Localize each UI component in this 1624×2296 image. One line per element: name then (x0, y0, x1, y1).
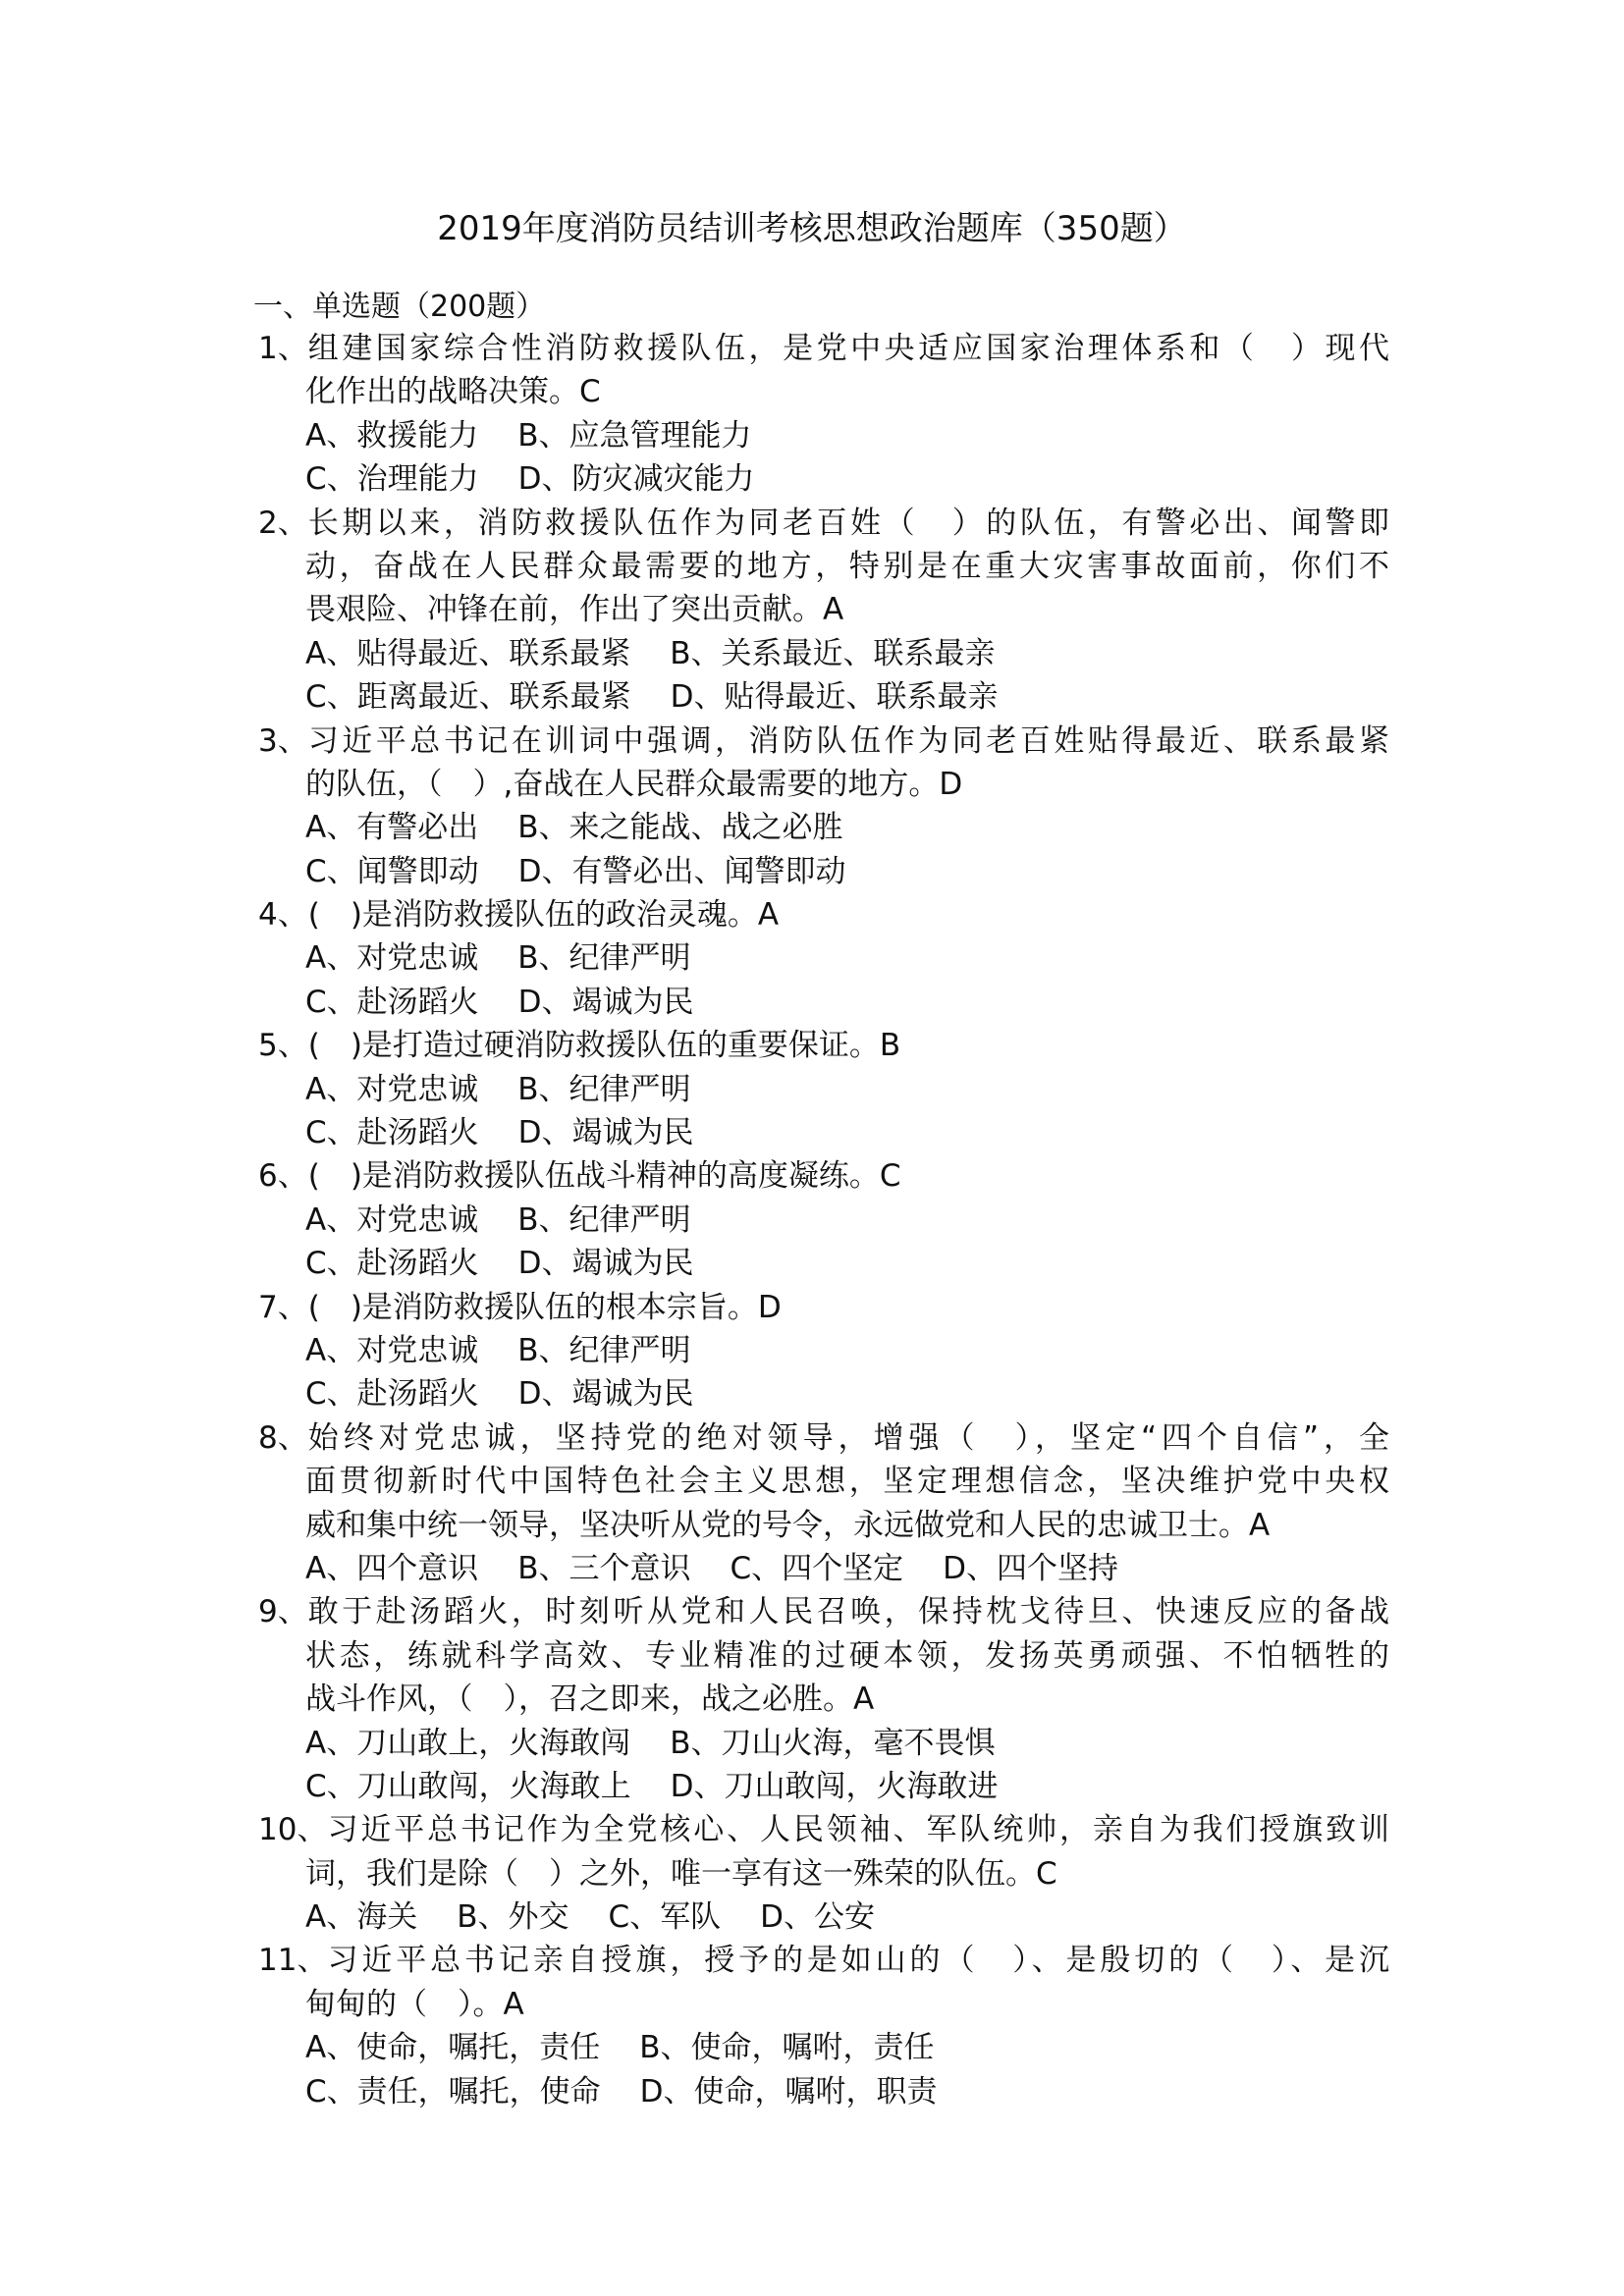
answer-option: A、有警必出 (305, 810, 479, 846)
answer-option: D、竭诚为民 (517, 1376, 694, 1413)
options-row (258, 850, 1389, 893)
answer-option: D、竭诚为民 (517, 1115, 694, 1151)
question-stem-first-line (258, 1416, 1389, 1460)
answer-option: A、对党忠诚 (305, 1332, 479, 1368)
answer-option: C、赴汤蹈火 (305, 1376, 479, 1413)
question-stem-text (308, 1416, 1389, 1460)
question-stem-first-line (258, 1808, 1389, 1851)
question-stem-line: 状态，练就科学高效、专业精准的过硬本领，发扬英勇顽强、不怕牺牲的 (305, 1637, 1389, 1674)
question-stem-line: 甸甸的（ ）。A (305, 1986, 524, 2022)
answer-option: C、军队 (608, 1899, 722, 1936)
stem-line: 习近平总书记作为全党核心、人民领袖、军队统帅，亲自为我们授旗致训 (327, 1812, 1389, 1848)
answer-option: D、刀山敢闯，火海敢进 (670, 1768, 999, 1804)
options-row (258, 2070, 1389, 2113)
question-stem-text (327, 1808, 1389, 1851)
options-row (258, 1111, 1389, 1154)
answer-option: C、四个坚定 (730, 1550, 904, 1586)
answer-option: B、外交 (457, 1899, 569, 1936)
stem-line: 长期以来，消防救援队伍作为同老百姓（ ）的队伍，有警必出、闻警即 (307, 505, 1389, 541)
answer-option: B、使命，嘱咐，责任 (639, 2030, 935, 2066)
answer-option: C、赴汤蹈火 (305, 984, 479, 1020)
answer-option: A、四个意识 (305, 1550, 479, 1586)
question-stem-text (308, 720, 1389, 763)
question-stem-first-line (258, 720, 1389, 763)
question-item (258, 1286, 1389, 1416)
answer-option: B、关系最近、联系最亲 (670, 635, 996, 671)
options-row (258, 1547, 1389, 1590)
question-stem-text (308, 1286, 1389, 1329)
stem-line: ( )是消防救援队伍的根本宗旨。D (307, 1289, 782, 1325)
question-item (258, 1024, 1389, 1154)
answer-option: D、竭诚为民 (517, 1246, 694, 1282)
question-item (258, 1939, 1389, 2113)
answer-option: A、对党忠诚 (305, 940, 479, 977)
answer-option: C、治理能力 (305, 461, 479, 498)
answer-option: A、海关 (305, 1899, 418, 1936)
question-stem-first-line (258, 1590, 1389, 1633)
question-number: 3、 (258, 722, 308, 759)
question-item (258, 1808, 1389, 1939)
question-stem-line: 战斗作风，（ ），召之即来，战之必胜。A (305, 1682, 875, 1718)
stem-line: 习近平总书记亲自授旗，授予的是如山的（ ）、是殷切的（ ）、是沉 (327, 1943, 1389, 1979)
answer-option: C、闻警即动 (305, 853, 479, 889)
question-item (258, 1154, 1389, 1285)
options-row (258, 1242, 1389, 1285)
question-stem-first-line (258, 1286, 1389, 1329)
stem-line: 始终对党忠诚，坚持党的绝对领导，增强（ ），坚定“四个自信”，全 (307, 1419, 1389, 1456)
options-row (258, 457, 1389, 501)
options-row (258, 1722, 1389, 1765)
question-stem-first-line (258, 1024, 1389, 1067)
answer-option: B、纪律严明 (517, 1332, 691, 1368)
stem-line: ( )是打造过硬消防救援队伍的重要保证。B (307, 1028, 901, 1064)
options-row (258, 632, 1389, 675)
answer-option: B、三个意识 (517, 1550, 691, 1586)
stem-line: 习近平总书记在训词中强调，消防队伍作为同老百姓贴得最近、联系最紧 (307, 722, 1389, 759)
question-stem-text (308, 1590, 1389, 1633)
question-list (258, 327, 1389, 2113)
question-stem-line: 畏艰险、冲锋在前，作出了突出贡献。A (305, 592, 844, 628)
answer-option: B、应急管理能力 (517, 417, 752, 454)
question-stem-first-line (258, 1154, 1389, 1198)
answer-option: D、防灾减灾能力 (517, 461, 755, 498)
question-stem-line: 化作出的战略决策。C (305, 374, 601, 410)
answer-option: B、纪律严明 (517, 1071, 691, 1107)
question-item (258, 1416, 1389, 1591)
answer-option: A、对党忠诚 (305, 1201, 479, 1238)
answer-option: A、使命，嘱托，责任 (305, 2030, 601, 2066)
question-stem-first-line (258, 327, 1389, 370)
question-number: 4、 (258, 897, 308, 934)
stem-line: 组建国家综合性消防救援队伍，是党中央适应国家治理体系和（ ）现代 (307, 331, 1389, 366)
answer-option: C、赴汤蹈火 (305, 1246, 479, 1282)
question-number: 10、 (258, 1812, 328, 1848)
section-heading: 一、单选题（200题） (253, 290, 546, 324)
question-stem-line: 词，我们是除（ ）之外，唯一享有这一殊荣的队伍。C (305, 1855, 1057, 1892)
options-row (258, 2026, 1389, 2069)
answer-option: C、刀山敢闯，火海敢上 (305, 1768, 631, 1804)
answer-option: C、责任，嘱托，使命 (305, 2073, 601, 2109)
answer-option: B、纪律严明 (517, 940, 691, 977)
answer-option: B、来之能战、战之必胜 (517, 810, 843, 846)
options-row (258, 1896, 1389, 1939)
question-number: 1、 (258, 331, 308, 366)
options-row (258, 1765, 1389, 1808)
question-stem-text (308, 327, 1389, 370)
question-number: 6、 (258, 1158, 308, 1195)
stem-line: ( )是消防救援队伍的政治灵魂。A (307, 897, 780, 934)
question-stem-text (308, 893, 1389, 936)
question-stem-text (327, 1939, 1389, 1982)
stem-line: 敢于赴汤蹈火，时刻听从党和人民召唤，保持枕戈待旦、快速反应的备战 (307, 1594, 1389, 1630)
options-row (258, 981, 1389, 1024)
answer-option: D、公安 (760, 1899, 876, 1936)
question-item (258, 327, 1389, 502)
answer-option: D、使命，嘱咐，职责 (639, 2073, 938, 2109)
options-row (258, 936, 1389, 980)
question-item (258, 720, 1389, 894)
answer-option: D、竭诚为民 (517, 984, 694, 1020)
answer-option: A、对党忠诚 (305, 1071, 479, 1107)
answer-option: D、四个坚持 (943, 1550, 1119, 1586)
answer-option: A、刀山敢上，火海敢闯 (305, 1725, 631, 1761)
answer-option: C、距离最近、联系最紧 (305, 679, 631, 716)
options-row (258, 1372, 1389, 1415)
question-number: 9、 (258, 1594, 308, 1630)
question-item (258, 1590, 1389, 1808)
question-stem-line: 的队伍，（ ）,奋战在人民群众最需要的地方。D (305, 766, 963, 802)
question-stem-first-line (258, 1939, 1389, 1982)
options-row (258, 675, 1389, 719)
question-stem-line: 面贯彻新时代中国特色社会主义思想，坚定理想信念，坚决维护党中央权 (305, 1464, 1389, 1500)
question-stem-line: 威和集中统一领导，坚决听从党的号令，永远做党和人民的忠诚卫士。A (305, 1507, 1271, 1543)
answer-option: B、纪律严明 (517, 1201, 691, 1238)
question-number: 2、 (258, 505, 308, 541)
question-item (258, 502, 1389, 720)
answer-option: A、救援能力 (305, 417, 479, 454)
stem-line: ( )是消防救援队伍战斗精神的高度凝练。C (307, 1158, 901, 1195)
options-row (258, 806, 1389, 849)
question-stem-text (308, 502, 1389, 545)
question-number: 7、 (258, 1289, 308, 1325)
answer-option: C、赴汤蹈火 (305, 1115, 479, 1151)
question-stem-line: 动，奋战在人民群众最需要的地方，特别是在重大灾害事故面前，你们不 (305, 548, 1389, 584)
options-row (258, 1199, 1389, 1242)
question-number: 11、 (258, 1943, 328, 1979)
answer-option: D、贴得最近、联系最亲 (670, 679, 999, 716)
question-number: 8、 (258, 1419, 308, 1456)
question-stem-first-line (258, 893, 1389, 936)
answer-option: A、贴得最近、联系最紧 (305, 635, 631, 671)
answer-option: B、刀山火海，毫不畏惧 (670, 1725, 996, 1761)
document-title: 2019年度消防员结训考核思想政治题库（350题） (437, 209, 1187, 248)
options-row (258, 414, 1389, 457)
question-item (258, 893, 1389, 1024)
options-row (258, 1068, 1389, 1111)
answer-option: D、有警必出、闻警即动 (517, 853, 846, 889)
options-row (258, 1329, 1389, 1372)
question-stem-text (308, 1024, 1389, 1067)
question-stem-text (308, 1154, 1389, 1198)
question-number: 5、 (258, 1028, 308, 1064)
question-stem-first-line (258, 502, 1389, 545)
